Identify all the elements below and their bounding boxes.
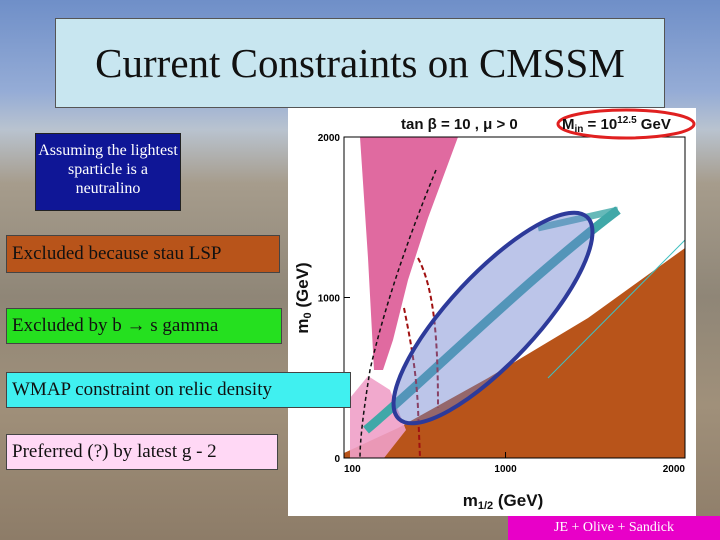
x-tick-label: 1000	[494, 464, 517, 475]
y-axis-label: m0 (GeV)	[293, 262, 314, 334]
gminus2-label: Preferred (?) by latest g - 2	[6, 434, 278, 470]
bsgamma-label: Excluded by b → s gamma	[6, 308, 282, 344]
wmap-label: WMAP constraint on relic density	[6, 372, 351, 408]
x-axis-label: m1/2 (GeV)	[462, 491, 544, 512]
stau-lsp-label: Excluded because stau LSP	[6, 235, 280, 273]
y-tick-label: 1000	[317, 293, 340, 305]
y-tick-label: 0	[334, 454, 340, 465]
assumption-box: Assuming the lightest sparticle is a neutralino	[35, 133, 181, 211]
y-tick-label: 2000	[317, 133, 340, 144]
plot-header-minput: $M_{in} = 10^{12.5}$ GeV	[562, 115, 671, 135]
title-box	[55, 18, 665, 108]
credit-tag: JE + Olive + Sandick	[508, 516, 720, 540]
x-tick-label: 100	[344, 464, 361, 475]
x-tick-label: 2000	[662, 464, 685, 475]
constraint-plot	[288, 108, 696, 516]
slide-title: Current Constraints on CMSSM	[95, 40, 625, 86]
plot-header-tanbeta: tan β = 10 , μ > 0	[401, 116, 518, 133]
